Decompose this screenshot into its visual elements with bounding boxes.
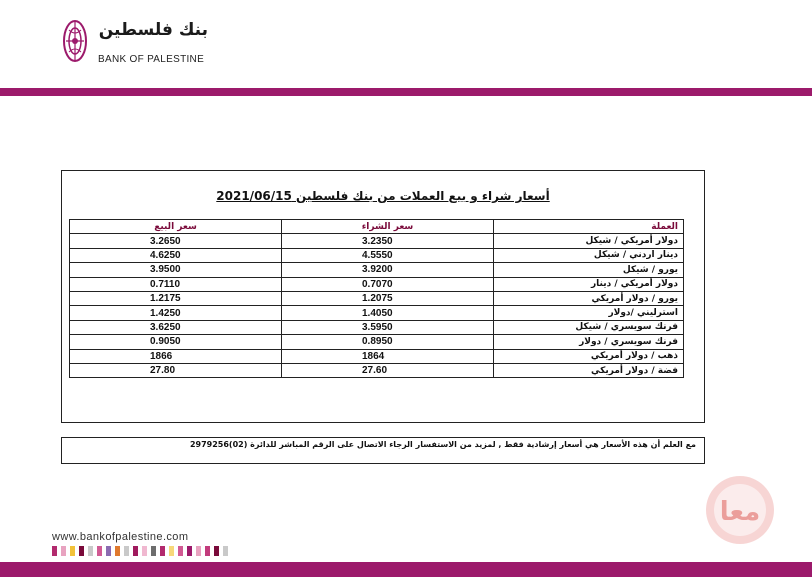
sell-rate-cell: 3.6250	[70, 320, 282, 334]
footer-color-bar	[61, 546, 66, 556]
footer-color-bar	[196, 546, 201, 556]
rates-table	[69, 219, 684, 378]
footer-color-bar	[178, 546, 183, 556]
footer-color-bar	[187, 546, 192, 556]
footer-color-bar	[223, 546, 228, 556]
footer-color-bar	[115, 546, 120, 556]
footer-color-bars	[52, 546, 228, 556]
brand-name-arabic: بنك فلسطين	[98, 20, 208, 40]
website-url: www.bankofpalestine.com	[52, 531, 189, 543]
footer-color-bar	[214, 546, 219, 556]
sell-rate-cell: 0.7110	[70, 277, 282, 291]
buy-rate-cell: 3.9200	[282, 263, 494, 277]
bank-logo	[60, 16, 210, 70]
sell-rate-cell: 27.80	[70, 363, 282, 377]
table-row	[70, 234, 684, 248]
footer-color-bar	[169, 546, 174, 556]
sell-rate-cell: 1.2175	[70, 291, 282, 305]
currency-pair-cell: دولار أمريكي / دينار	[494, 277, 684, 291]
footer-color-bar	[124, 546, 129, 556]
sell-rate-cell: 4.6250	[70, 248, 282, 262]
column-header-buy: سعر الشراء	[282, 220, 494, 234]
currency-pair-cell: فرنك سويسري / شيكل	[494, 320, 684, 334]
header-band	[0, 88, 812, 96]
brand-name-english: BANK OF PALESTINE	[98, 54, 205, 65]
table-row	[70, 306, 684, 320]
currency-pair-cell: استرليني /دولار	[494, 306, 684, 320]
sell-rate-cell: 0.9050	[70, 335, 282, 349]
currency-pair-cell: يورو / شيكل	[494, 263, 684, 277]
watermark-text: معا	[719, 497, 761, 527]
buy-rate-cell: 1.4050	[282, 306, 494, 320]
rates-panel	[61, 170, 705, 423]
table-row	[70, 248, 684, 262]
buy-rate-cell: 3.2350	[282, 234, 494, 248]
footer-color-bar	[88, 546, 93, 556]
sell-rate-cell: 1.4250	[70, 306, 282, 320]
table-row	[70, 320, 684, 334]
table-header-row	[70, 220, 684, 234]
currency-pair-cell: ذهب / دولار أمريكي	[494, 349, 684, 363]
table-row	[70, 349, 684, 363]
sell-rate-cell: 3.2650	[70, 234, 282, 248]
currency-pair-cell: يورو / دولار أمريكي	[494, 291, 684, 305]
column-header-currency: العملة	[494, 220, 684, 234]
table-row	[70, 335, 684, 349]
column-header-sell: سعر البيع	[70, 220, 282, 234]
footer-color-bar	[79, 546, 84, 556]
rates-table-body	[70, 234, 684, 378]
buy-rate-cell: 27.60	[282, 363, 494, 377]
rates-title: أسعار شراء و بيع العملات من بنك فلسطين 2021/06/15	[216, 189, 550, 203]
buy-rate-cell: 0.8950	[282, 335, 494, 349]
footer-color-bar	[142, 546, 147, 556]
maan-watermark-icon	[702, 472, 778, 548]
footer-color-bar	[160, 546, 165, 556]
footer-color-bar	[133, 546, 138, 556]
footer-color-bar	[97, 546, 102, 556]
sell-rate-cell: 1866	[70, 349, 282, 363]
buy-rate-cell: 3.5950	[282, 320, 494, 334]
footer-color-bar	[52, 546, 57, 556]
currency-pair-cell: دولار أمريكي / شيكل	[494, 234, 684, 248]
sell-rate-cell: 3.9500	[70, 263, 282, 277]
disclaimer-panel	[61, 437, 705, 464]
currency-pair-cell: دينار اردني / شيكل	[494, 248, 684, 262]
currency-pair-cell: فرنك سويسري / دولار	[494, 335, 684, 349]
buy-rate-cell: 1.2075	[282, 291, 494, 305]
table-row	[70, 363, 684, 377]
table-row	[70, 263, 684, 277]
currency-pair-cell: فضة / دولار أمريكي	[494, 363, 684, 377]
buy-rate-cell: 4.5550	[282, 248, 494, 262]
buy-rate-cell: 0.7070	[282, 277, 494, 291]
footer-color-bar	[70, 546, 75, 556]
footer-color-bar	[205, 546, 210, 556]
bank-emblem-icon	[60, 16, 90, 66]
table-row	[70, 277, 684, 291]
table-row	[70, 291, 684, 305]
footer-band	[0, 562, 812, 577]
disclaimer-text: مع العلم أن هذه الأسعار هي أسعار إرشادية فقط , لمزيد من الاستفسار الرجاء الاتصال على الرقم المباشر للدائرة (02)2979256	[189, 440, 696, 449]
buy-rate-cell: 1864	[282, 349, 494, 363]
footer-color-bar	[106, 546, 111, 556]
footer-color-bar	[151, 546, 156, 556]
